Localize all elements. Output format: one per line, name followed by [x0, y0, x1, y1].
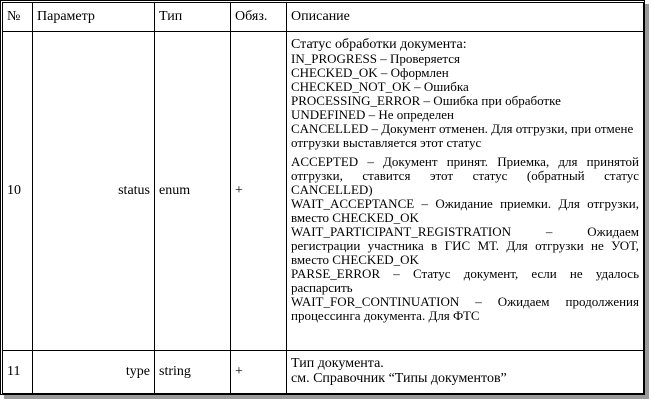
row-required: +: [231, 351, 287, 394]
description-line: PARSE_ERROR – Статус документ, если не удалось распарсить: [291, 266, 639, 295]
description-line: CANCELLED – Документ отменен. Для отгрузки, при отмене отгрузки выставляется этот статус: [291, 121, 634, 150]
description-line: Статус обработки документа:: [291, 37, 467, 52]
description-line: CHECKED_NOT_OK – Ошибка: [291, 79, 469, 94]
row-param: type: [33, 351, 155, 394]
row-type: string: [155, 351, 231, 394]
description-line: ACCEPTED – Документ принят. Приемка, для принятой отгрузки, ставится этот статус (обратный статус CANCELLED): [291, 154, 639, 197]
description-line: Тип документа.: [291, 356, 384, 371]
description-line: UNDEFINED – Не определен: [291, 107, 454, 122]
row-description: [287, 32, 644, 351]
description-line: CHECKED_OK – Оформлен: [291, 65, 449, 80]
description-line: см. Справочник “Типы документов”: [291, 371, 507, 386]
table-header-row: [3, 3, 644, 32]
row-required: +: [231, 32, 287, 351]
parameters-table: [2, 2, 644, 394]
description-line: IN_PROGRESS – Проверяется: [291, 51, 461, 66]
row-num: 11: [3, 351, 33, 394]
row-type: enum: [155, 32, 231, 351]
description-line: WAIT_ACCEPTANCE – Ожидание приемки. Для отгрузки, вместо CHECKED_OK: [291, 196, 639, 225]
header-description: Описание: [287, 3, 644, 32]
description-line: WAIT_PARTICIPANT_REGISTRATION – Ожидаем регистрации участника в ГИС МТ. Для отгрузки не УОТ, вместо CHECKED_OK: [291, 224, 639, 267]
table-row: [3, 32, 644, 351]
header-type: Тип: [155, 3, 231, 32]
description-line: PROCESSING_ERROR – Ошибка при обработке: [291, 93, 561, 108]
header-num: №: [3, 3, 33, 32]
row-description: [287, 351, 644, 394]
header-required: Обяз.: [231, 3, 287, 32]
table-row: [3, 351, 644, 394]
header-param: Параметр: [33, 3, 155, 32]
row-num: 10: [3, 32, 33, 351]
row-param: status: [33, 32, 155, 351]
description-line: WAIT_FOR_CONTINUATION – Ожидаем продолжения процессинга документа. Для ФТС: [291, 294, 639, 323]
